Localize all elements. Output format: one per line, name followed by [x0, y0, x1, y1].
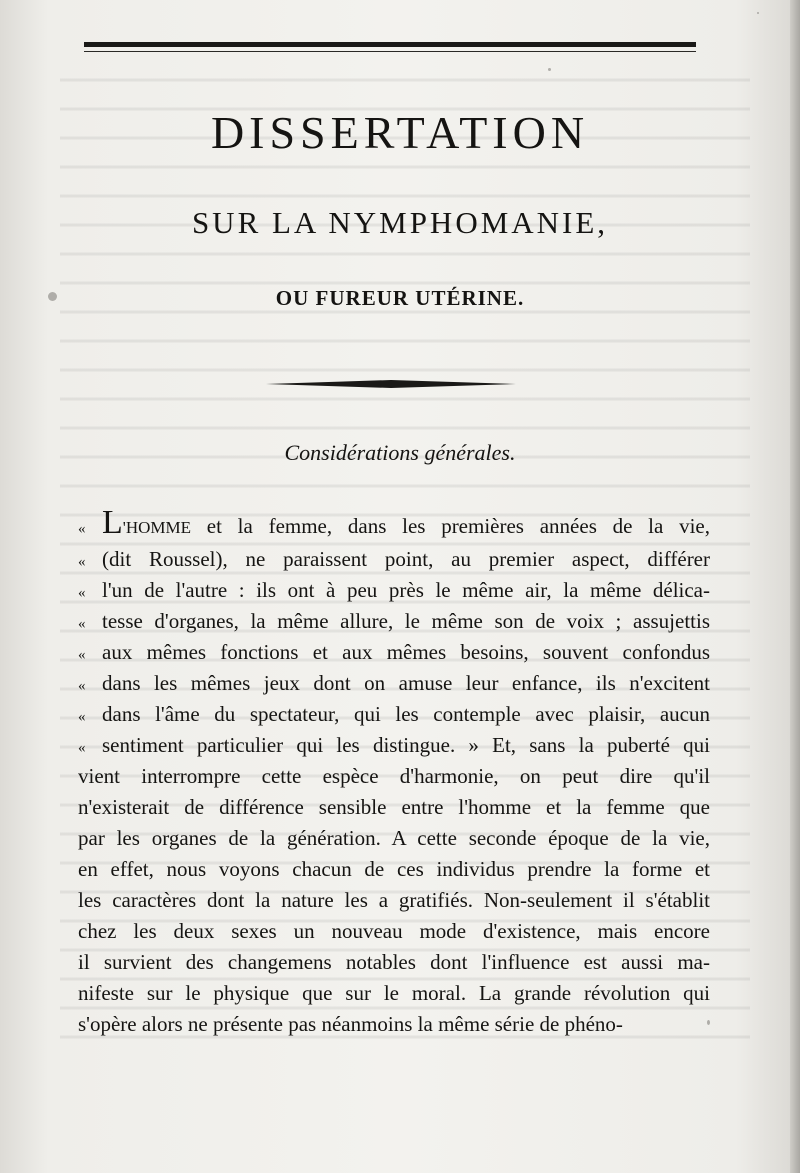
text-line — [78, 575, 710, 606]
line-text: par les organes de la génération. A cette seconde époque de la vie, — [78, 826, 710, 850]
section-heading: Considérations générales. — [284, 440, 516, 465]
line-text: n'existerait de différence sensible entre l'homme et la femme que — [78, 795, 710, 819]
text-line — [78, 668, 710, 699]
text-line — [78, 506, 710, 544]
title-sub: SUR LA NYMPHOMANIE, — [191, 205, 609, 240]
line-quote-mark: « — [78, 678, 86, 694]
text-line — [78, 730, 710, 761]
drop-capital: L — [102, 506, 123, 541]
line-quote-mark: « — [78, 740, 86, 756]
line-text: les caractères dont la nature les a gratifiés. Non-seulement il s'établit — [78, 888, 710, 912]
line-text: nifeste sur le physique que sur le moral. La grande révolution qui — [78, 981, 710, 1005]
small-caps-word: 'HOMME — [122, 518, 192, 537]
text-line — [78, 792, 710, 823]
line-text: aux mêmes fonctions et aux mêmes besoins, souvent confondus — [102, 640, 710, 664]
title-main: DISSERTATION — [210, 107, 590, 158]
line-quote-mark: « — [78, 616, 86, 632]
paper-speck — [757, 12, 759, 14]
line-quote-mark: « — [78, 647, 86, 663]
line-text: s'opère alors ne présente pas néanmoins la même série de phéno- — [78, 1012, 623, 1036]
text-line — [78, 606, 710, 637]
page-edge-shadow — [790, 0, 800, 1173]
line-text: tesse d'organes, la même allure, le même son de voix ; assujettis — [102, 609, 710, 633]
line-text: en effet, nous voyons chacun de ces individus prendre la forme et — [78, 857, 710, 881]
line-text: vient interrompre cette espèce d'harmonie, on peut dire qu'il — [78, 764, 710, 788]
text-line — [78, 761, 710, 792]
line-text: et la femme, dans les premières années de la vie, — [191, 514, 710, 538]
text-line — [78, 854, 710, 885]
text-line — [78, 544, 710, 575]
text-line — [78, 699, 710, 730]
line-quote-mark: « — [78, 554, 86, 570]
title-alt: OU FUREUR UTÉRINE. — [275, 286, 525, 310]
line-text: (dit Roussel), ne paraissent point, au premier aspect, différer — [102, 547, 710, 571]
paper-speck — [48, 292, 57, 301]
text-line — [78, 978, 710, 1009]
line-quote-mark: « — [78, 709, 86, 725]
body-paragraph — [78, 506, 710, 1040]
line-text: dans l'âme du spectateur, qui les contemple avec plaisir, aucun — [102, 702, 710, 726]
header-rule-thin — [84, 51, 696, 52]
header-rule-thick — [84, 42, 696, 47]
line-text: il survient des changemens notables dont l'influence est aussi ma- — [78, 950, 710, 974]
line-text: dans les mêmes jeux dont on amuse leur enfance, ils n'excitent — [102, 671, 710, 695]
line-quote-mark: « — [78, 521, 86, 537]
line-text: chez les deux sexes un nouveau mode d'existence, mais encore — [78, 919, 710, 943]
line-text: l'un de l'autre : ils ont à peu près le même air, la même délica- — [102, 578, 710, 602]
text-line — [78, 947, 710, 978]
paper-speck — [548, 68, 551, 71]
text-line — [78, 823, 710, 854]
ornamental-rule — [266, 377, 516, 391]
paper-speck — [707, 1020, 710, 1025]
text-line — [78, 916, 710, 947]
line-quote-mark: « — [78, 585, 86, 601]
line-text: sentiment particulier qui les distingue. » Et, sans la puberté qui — [102, 733, 710, 757]
text-line — [78, 637, 710, 668]
text-line — [78, 885, 710, 916]
text-line — [78, 1009, 710, 1040]
